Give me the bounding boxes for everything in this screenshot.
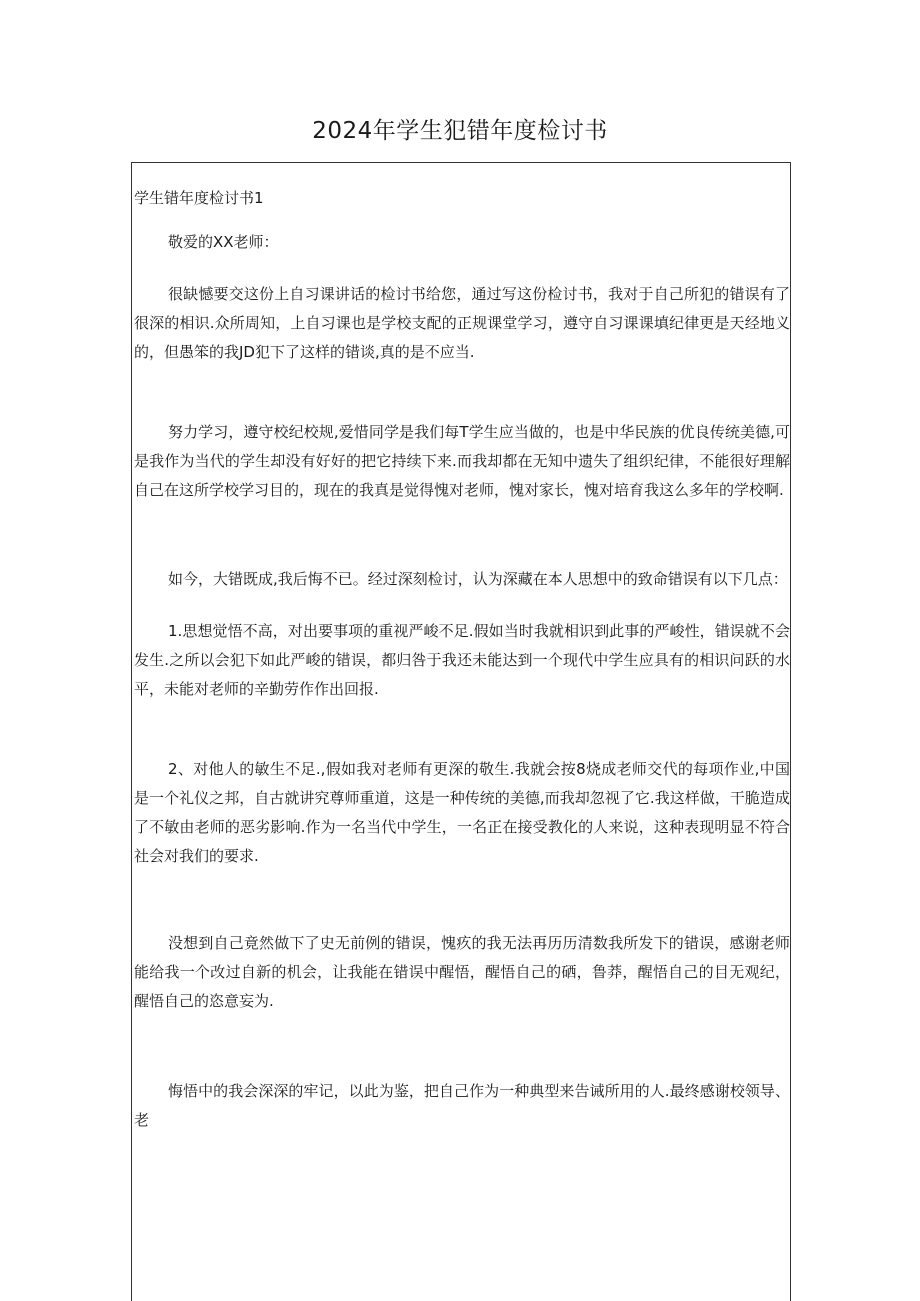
paragraph: 没想到自己竟然做下了史无前例的错误，愧疚的我无法再历历清数我所发下的错误，感谢老师能给我一个改过自新的机会，让我能在错误中醒悟，醒悟自己的硒，鲁莽，醒悟自己的目无观纪，醒悟自己的恣意妄为. <box>134 934 790 1010</box>
section-heading: 学生错年度检讨书1 <box>134 189 264 207</box>
greeting: 敬爱的XX老师： <box>168 233 279 251</box>
paragraph: 2、对他人的敏生不足.,假如我对老师有更深的敬生.我就会按8烧成老师交代的每项作业,中国是一个礼仪之邦，自古就讲究尊师重道，这是一种传统的美德,而我却忽视了它.我这样做，干脆造成了不敏由老师的恶劣影响.作为一名当代中学生，一名正在接受教化的人来说，这种表现明显不符合社会对我们的要求. <box>134 760 790 865</box>
page-title: 2024年学生犯错年度检讨书 <box>312 118 608 144</box>
paragraph: 悔悟中的我会深深的牢记，以此为鉴，把自己作为一种典型来告诫所用的人.最终感谢校领导、老 <box>134 1082 790 1129</box>
document-body <box>131 162 791 1301</box>
paragraph: 如今，大错既成,我后悔不已。经过深刻检讨，认为深藏在本人思想中的致命错误有以下几点： <box>168 570 788 588</box>
paragraph: 很缺憾要交这份上自习课讲话的检讨书给您，通过写这份检讨书，我对于自己所犯的错误有了很深的相识.众所周知，上自习课也是学校支配的正规课堂学习，遵守自习课课填纪律更是天经地义的，但愚笨的我JD犯下了这样的错谈,真的是不应当. <box>134 285 790 361</box>
paragraph: 努力学习，遵守校纪校规,爱惜同学是我们每T学生应当做的，也是中华民族的优良传统美德,可是我作为当代的学生却没有好好的把它持续下来.而我却都在无知中遗失了组织纪律，不能很好理解自己在这所学校学习目的，现在的我真是觉得愧对老师，愧对家长，愧对培育我这么多年的学校啊. <box>134 423 790 499</box>
paragraph: 1.思想觉悟不高，对出要事项的重视严峻不足.假如当时我就相识到此事的严峻性，错误就不会发生.之所以会犯下如此严峻的错误，都归咎于我还未能达到一个现代中学生应具有的相识问跃的水平，未能对老师的辛勤劳作作出回报. <box>134 622 790 698</box>
